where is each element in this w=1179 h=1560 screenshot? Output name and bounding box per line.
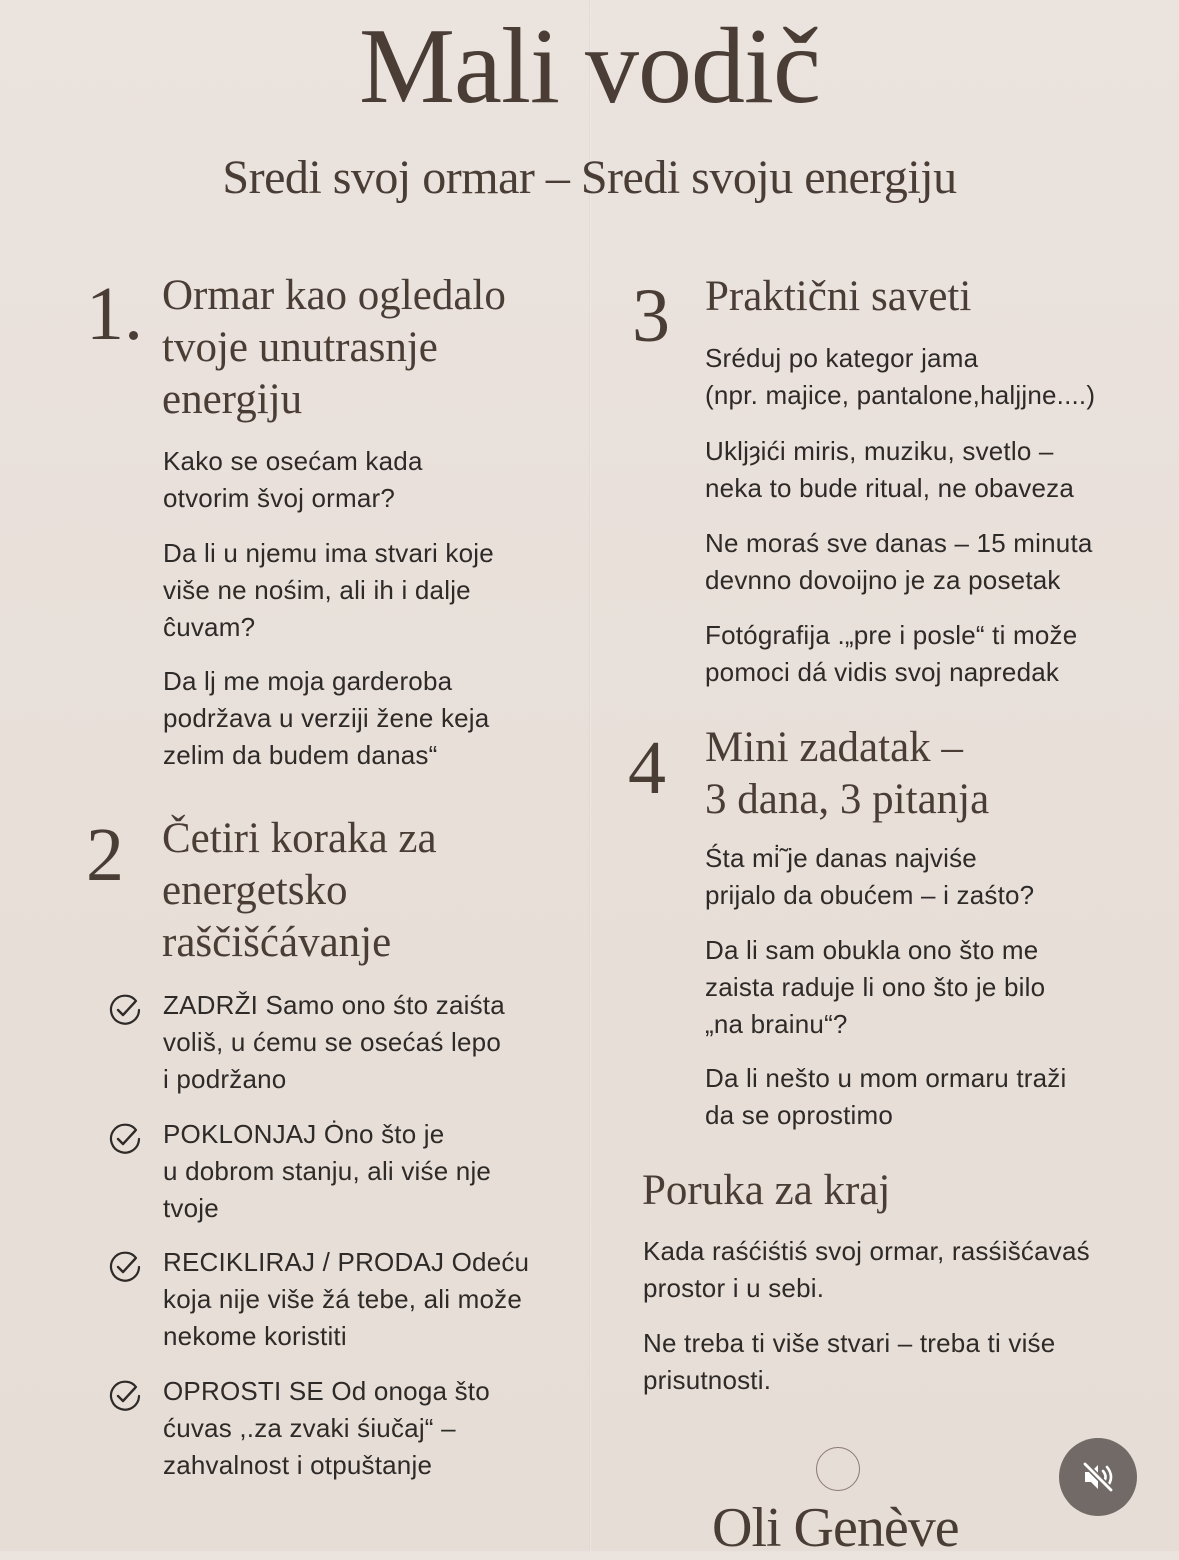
heading-line: energetsko [162,867,348,914]
text-line: „na brainu“? [705,1009,848,1039]
paragraph [163,535,583,646]
paragraph [705,340,1165,414]
brand-name: Oli Genève [712,1497,959,1559]
heading-line: energiju [162,376,303,423]
check-circle-icon [108,1250,142,1284]
paragraph [705,840,1165,914]
text-line: POKLONJAJ Ȯno što je [163,1119,445,1149]
checklist-text [163,1244,573,1355]
text-line: zelim da budem danas“ [163,740,438,770]
paragraph [705,1060,1165,1134]
text-line: više ne nośim, ali ih i dalje [163,575,471,605]
page-title: Mali vodič [359,7,820,126]
section-number: 4 [628,726,666,810]
text-line: Ne treba ti više stvari – treba ti viśe [643,1328,1056,1358]
checklist-text [163,987,573,1098]
text-line: zahvalnost i otpuštanje [163,1450,433,1480]
text-line: Ukljȝići miris, muziku, svetlo – [705,436,1054,466]
text-line: pomoci dá vidis svoj napredak [705,657,1060,687]
section-number: 1. [86,272,143,356]
page-subtitle: Sredi svoj ormar – Sredi svoju energiju [222,151,957,204]
paragraph [643,1233,1163,1307]
text-line: (npr. majice, pantalone,haljjne....) [705,380,1096,410]
text-line: devnno dovoijno je za posetak [705,565,1061,595]
circle-logo-icon [816,1447,860,1491]
text-line: zaista raduje li ono što je bilo [705,972,1046,1002]
checklist-text [163,1116,573,1227]
text-line: Śta mi̇̃ je danas najviśe [705,843,977,873]
heading-line: tvoje unutrasnje [162,324,438,371]
heading-line: Poruka za kraj [642,1167,891,1214]
section-heading [162,813,582,969]
paragraph [705,617,1165,691]
mute-button[interactable] [1059,1438,1137,1516]
section-number: 3 [632,274,670,358]
section-heading [705,271,1145,323]
text-line: Da li u njemu ima stvari koje [163,538,494,568]
page-fold-line [589,0,591,1551]
text-line: ĉuvam? [163,612,256,642]
section-heading [642,1165,1142,1217]
paragraph [163,663,583,774]
heading-line: raščišćávanje [162,919,392,966]
text-line: Sréduj po kategor jama [705,343,979,373]
text-line: otvorim švoj ormar? [163,483,396,513]
checklist-text [163,1373,573,1484]
text-line: neka to bude ritual, ne obaveza [705,473,1075,503]
check-circle-icon [108,993,142,1027]
text-line: Da lj me moja garderoba [163,666,453,696]
text-line: voliš, u ćemu se osećaś lepo [163,1027,501,1057]
heading-line: Četiri koraka za [162,815,437,862]
heading-line: Ormar kao ogledalo [162,272,506,319]
check-circle-icon [108,1122,142,1156]
section-heading [162,270,582,426]
text-line: prostor i u sebi. [643,1273,825,1303]
text-line: i podržano [163,1064,287,1094]
text-line: da se oprostimo [705,1100,893,1130]
text-line: Da li sam obukla ono što me [705,935,1039,965]
heading-line: Praktični saveti [705,273,972,320]
text-line: u dobrom stanju, ali viśe nje [163,1156,492,1186]
text-line: prijalo da obućem – i zaśto? [705,880,1035,910]
speaker-muted-icon [1078,1457,1118,1497]
text-line: Fotógrafija .„pre i posle“ ti može [705,620,1078,650]
paragraph [705,525,1165,599]
section-heading [705,722,1145,826]
check-circle-icon [108,1379,142,1413]
paragraph [705,433,1165,507]
text-line: OPROSTI SE Od onoga što [163,1376,490,1406]
text-line: nekome koristiti [163,1321,347,1351]
text-line: Kako se osećam kada [163,446,423,476]
section-number: 2 [86,813,124,897]
text-line: ćuvas ,.za zvaki śiučaj“ – [163,1413,456,1443]
text-line: tvoje [163,1193,219,1223]
paragraph [163,443,583,517]
paragraph [705,932,1165,1043]
text-line: koja nije više žá tebe, ali može [163,1284,523,1314]
paragraph [643,1325,1163,1399]
text-line: ZADRŽI Samo ono śto zaiśta [163,990,505,1020]
text-line: prisutnosti. [643,1365,772,1395]
heading-line: 3 dana, 3 pitanja [705,776,990,823]
text-line: RECIKLIRAJ / PRODAJ Odeću [163,1247,530,1277]
text-line: Da li nešto u mom ormaru traži [705,1063,1067,1093]
text-line: podržava u verziji žene keja [163,703,490,733]
text-line: Ne moraś sve danas – 15 minuta [705,528,1093,558]
text-line: Kada raśćiśtiś svoj ormar, rasśišćavaś [643,1236,1090,1266]
heading-line: Mini zadatak – [705,724,963,771]
